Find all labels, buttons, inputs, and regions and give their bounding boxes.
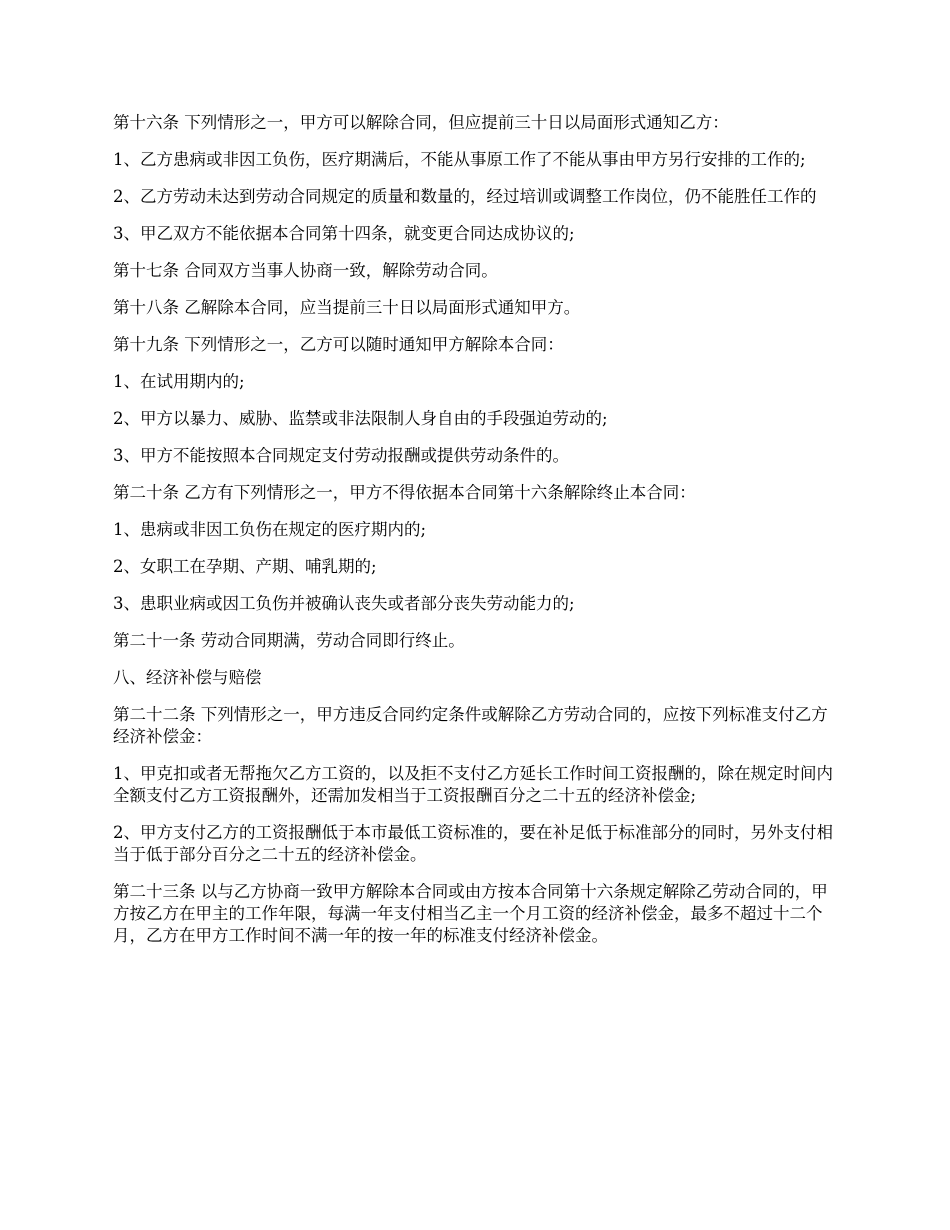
article-22: 第二十二条 下列情形之一，甲方违反合同约定条件或解除乙方劳动合同的，应按下列标准支付乙方经济补偿金：: [113, 705, 828, 746]
article-18: 第十八条 乙解除本合同，应当提前三十日以局面形式通知甲方。: [113, 298, 581, 317]
article-19: 第十九条 下列情形之一，乙方可以随时通知甲方解除本合同：: [113, 335, 564, 354]
article-16-item-1: 1、乙方患病或非因工负伤，医疗期满后，不能从事原工作了不能从事由甲方另行安排的工作的;: [113, 150, 806, 169]
article-17: 第十七条 合同双方当事人协商一致，解除劳动合同。: [113, 261, 498, 280]
section-heading-8: 八、经济补偿与赔偿: [113, 668, 262, 687]
article-22-item-1: 1、甲克扣或者无帮拖欠乙方工资的，以及拒不支付乙方延长工作时间工资报酬的，除在规定时间内全额支付乙方工资报酬外，还需加发相当于工资报酬百分之二十五的经济补偿金;: [113, 764, 833, 805]
article-16-item-2: 2、乙方劳动未达到劳动合同规定的质量和数量的，经过培训或调整工作岗位，仍不能胜任工作的: [113, 187, 817, 206]
article-20: 第二十条 乙方有下列情形之一，甲方不得依据本合同第十六条解除终止本合同：: [113, 483, 696, 502]
article-16-item-3: 3、甲乙双方不能依据本合同第十四条，就变更合同达成协议的;: [113, 224, 575, 243]
article-21: 第二十一条 劳动合同期满，劳动合同即行终止。: [113, 631, 465, 650]
article-16: 第十六条 下列情形之一，甲方可以解除合同，但应提前三十日以局面形式通知乙方：: [113, 113, 729, 132]
article-19-item-3: 3、甲方不能按照本合同规定支付劳动报酬或提供劳动条件的。: [113, 446, 569, 465]
article-20-item-1: 1、患病或非因工负伤在规定的医疗期内的;: [113, 520, 427, 539]
article-20-item-2: 2、女职工在孕期、产期、哺乳期的;: [113, 557, 377, 576]
article-19-item-2: 2、甲方以暴力、威胁、监禁或非法限制人身自由的手段强迫劳动的;: [113, 409, 608, 428]
article-19-item-1: 1、在试用期内的;: [113, 372, 245, 391]
article-20-item-3: 3、患职业病或因工负伤并被确认丧失或者部分丧失劳动能力的;: [113, 594, 575, 613]
article-22-item-2: 2、甲方支付乙方的工资报酬低于本市最低工资标准的，要在补足低于标准部分的同时，另外支付相当于低于部分百分之二十五的经济补偿金。: [113, 823, 833, 864]
document-body: [113, 112, 835, 962]
article-23: 第二十三条 以与乙方协商一致甲方解除本合同或由方按本合同第十六条规定解除乙劳动合同的，甲方按乙方在甲主的工作年限，每满一年支付相当乙主一个月工资的经济补偿金，最多不超过十二个月，乙方在甲方工作时间不满一年的按一年的标准支付经济补偿金。: [113, 882, 828, 945]
